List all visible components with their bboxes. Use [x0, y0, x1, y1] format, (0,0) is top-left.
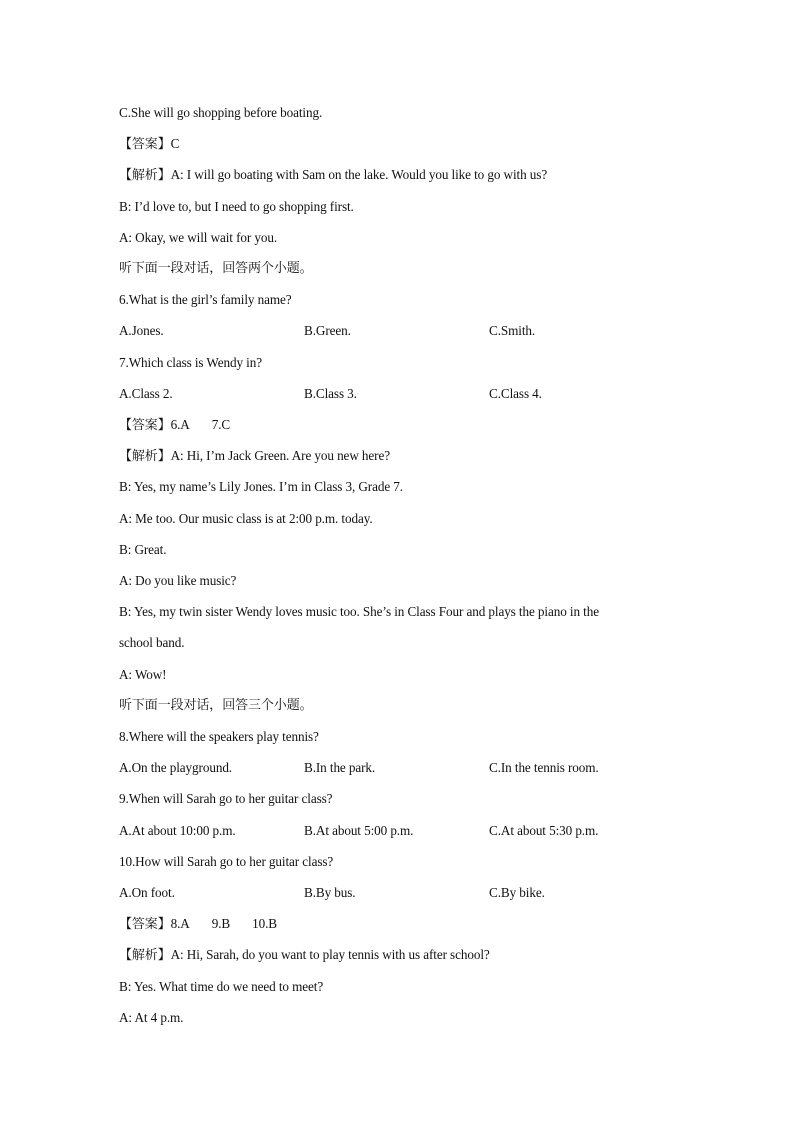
answer-label: 【答案】	[119, 917, 171, 933]
text-line: C.She will go shopping before boating.	[119, 105, 323, 120]
option-c: C.At about 5:30 p.m.	[489, 822, 599, 838]
labeled-line	[119, 135, 179, 154]
text-line: A: Wow!	[119, 666, 167, 682]
text-line: 6.What is the girl’s family name?	[119, 292, 292, 308]
text-line: 8.Where will the speakers play tennis?	[119, 729, 319, 744]
labeled-line	[119, 166, 547, 185]
text-line: A: Okay, we will wait for you.	[119, 229, 278, 245]
text-line: B: Great.	[119, 541, 167, 557]
option-a: A.At about 10:00 p.m.	[119, 822, 236, 838]
labeled-text: A: Hi, Sarah, do you want to play tennis with us after school?	[170, 947, 490, 963]
section-instruction: 听下面一段对话，回答三个小题。	[119, 697, 313, 713]
section-label: 【解析】	[119, 168, 171, 184]
text-line: school band.	[119, 635, 185, 651]
text-line: A: Me too. Our music class is at 2:00 p.m. today.	[119, 510, 373, 526]
section-label: 【解析】	[119, 948, 171, 964]
option-c: C.In the tennis room.	[489, 760, 599, 776]
answer-label: 【答案】	[119, 418, 171, 433]
option-b: B.In the park.	[304, 760, 376, 776]
labeled-text: C	[170, 136, 180, 152]
option-a: A.Jones.	[119, 323, 164, 339]
answer-value: 10.B	[252, 916, 278, 932]
text-line: A: At 4 p.m.	[119, 1009, 184, 1025]
option-b: B.At about 5:00 p.m.	[304, 822, 414, 838]
labeled-line	[119, 946, 490, 965]
answer-value: 6.A	[170, 417, 190, 432]
labeled-text: A: I will go boating with Sam on the lake. Would you like to go with us?	[170, 167, 548, 183]
labeled-text: A: Hi, I’m Jack Green. Are you new here?	[170, 448, 390, 464]
option-c: C.By bike.	[489, 885, 545, 900]
option-c: C.Smith.	[489, 323, 536, 339]
section-instruction: 听下面一段对话，回答两个小题。	[119, 261, 313, 276]
answer-value: 8.A	[170, 916, 190, 932]
option-a: A.On the playground.	[119, 760, 233, 776]
section-label: 【解析】	[119, 449, 171, 465]
text-line: B: I’d love to, but I need to go shopping first.	[119, 198, 354, 214]
answer-value: 7.C	[211, 417, 231, 432]
option-a: A.Class 2.	[119, 385, 173, 401]
text-line: B: Yes. What time do we need to meet?	[119, 978, 324, 994]
text-line: 10.How will Sarah go to her guitar class?	[119, 853, 334, 869]
answer-line	[119, 915, 277, 934]
answer-line	[119, 416, 230, 435]
option-b: B.Green.	[304, 323, 351, 339]
text-line: B: Yes, my name’s Lily Jones. I’m in Class 3, Grade 7.	[119, 479, 403, 495]
text-line: B: Yes, my twin sister Wendy loves music too. She’s in Class Four and plays the piano in the	[119, 604, 599, 620]
option-b: B.Class 3.	[304, 385, 357, 401]
option-c: C.Class 4.	[489, 385, 542, 401]
option-a: A.On foot.	[119, 885, 175, 900]
text-line: A: Do you like music?	[119, 573, 237, 588]
text-line: 9.When will Sarah go to her guitar class?	[119, 791, 333, 807]
section-label: 【答案】	[119, 137, 171, 153]
labeled-line	[119, 447, 390, 466]
answer-value: 9.B	[211, 916, 231, 932]
text-line: 7.Which class is Wendy in?	[119, 354, 262, 370]
option-b: B.By bus.	[304, 885, 356, 900]
